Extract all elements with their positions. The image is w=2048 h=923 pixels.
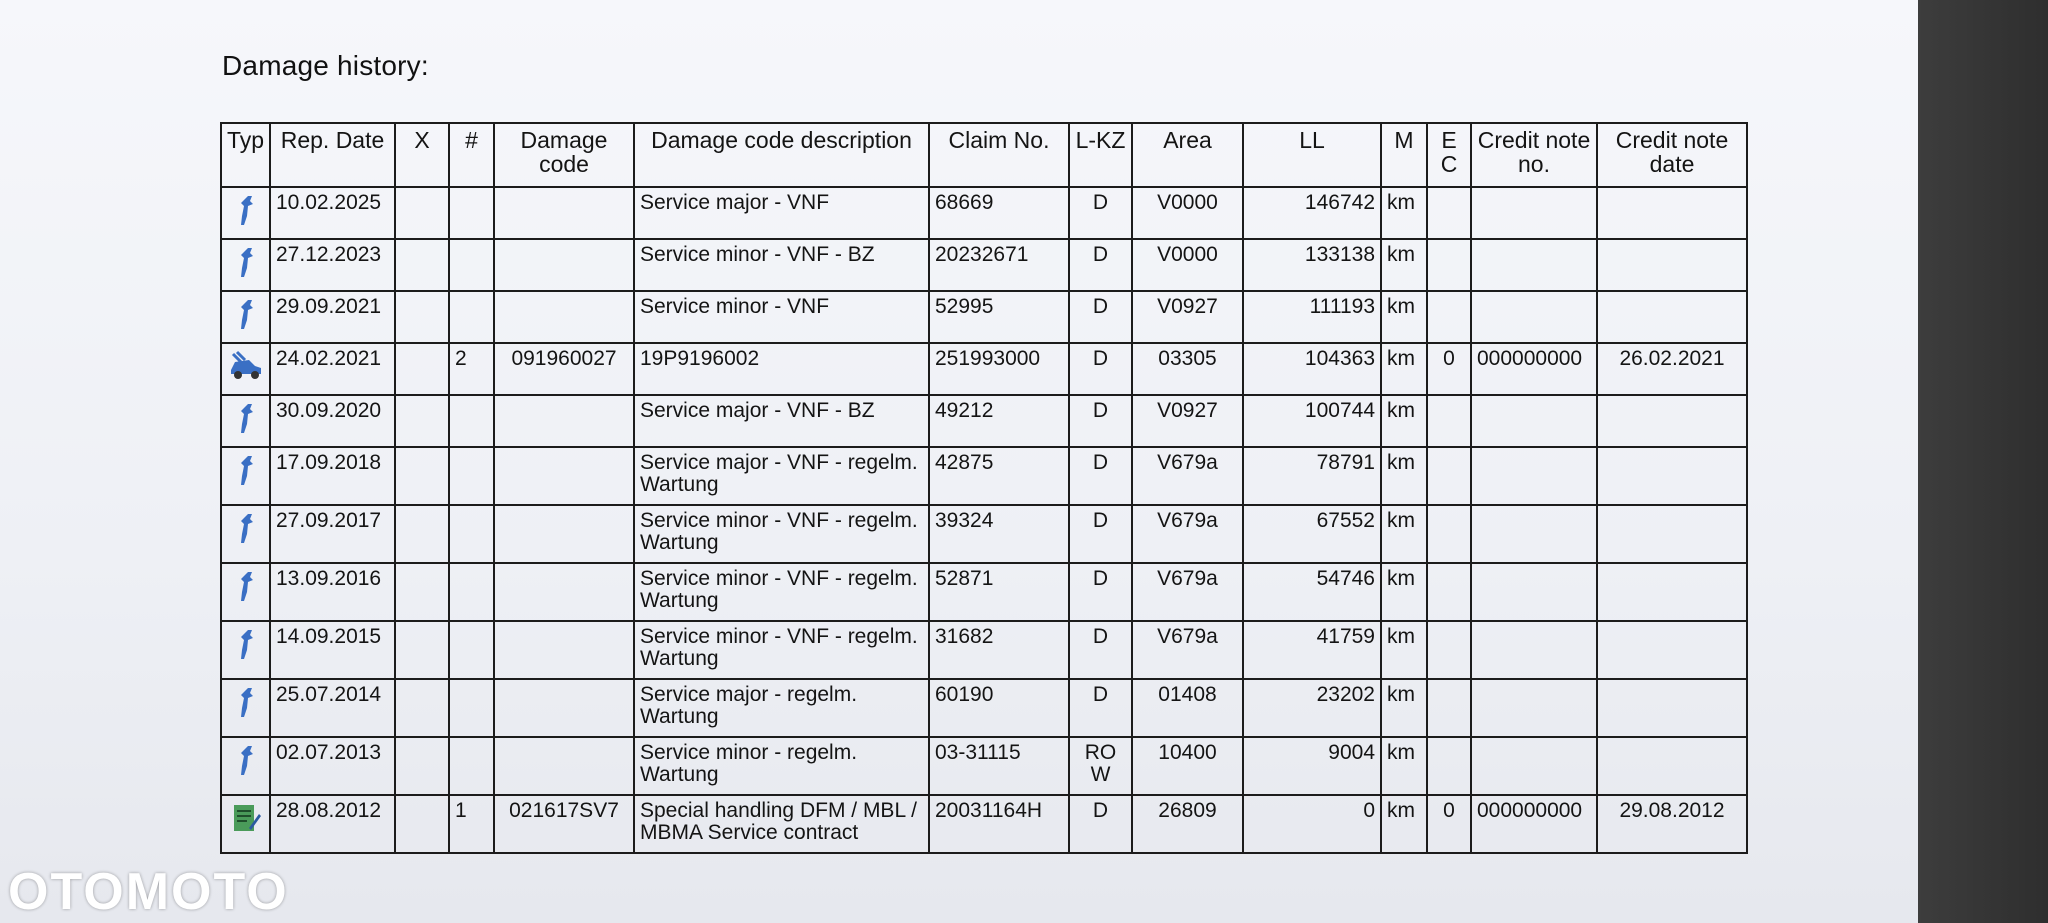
number-cell [449, 291, 494, 343]
header-typ: Typ [221, 123, 270, 187]
ec-cell [1427, 563, 1471, 621]
claim-no-cell: 39324 [929, 505, 1069, 563]
wrench-icon [227, 194, 264, 228]
x-cell [395, 621, 449, 679]
rep-date-cell: 29.09.2021 [270, 291, 395, 343]
area-cell: V0927 [1132, 395, 1243, 447]
damage-code-cell [494, 447, 634, 505]
credit-note-date-cell [1597, 291, 1747, 343]
ll-cell: 111193 [1243, 291, 1381, 343]
credit-note-no-cell [1471, 679, 1597, 737]
rep-date-cell: 30.09.2020 [270, 395, 395, 447]
unit-cell: km [1381, 187, 1427, 239]
ll-cell: 0 [1243, 795, 1381, 853]
ll-cell: 104363 [1243, 343, 1381, 395]
wrench-icon [227, 454, 264, 488]
credit-note-date-cell [1597, 621, 1747, 679]
rep-date-cell: 17.09.2018 [270, 447, 395, 505]
typ-cell [221, 795, 270, 853]
number-cell [449, 505, 494, 563]
unit-cell: km [1381, 795, 1427, 853]
number-cell: 1 [449, 795, 494, 853]
damage-code-cell [494, 187, 634, 239]
credit-note-date-cell [1597, 505, 1747, 563]
damage-history-table [220, 122, 1748, 854]
claim-no-cell: 31682 [929, 621, 1069, 679]
damage-code-cell: 091960027 [494, 343, 634, 395]
unit-cell: km [1381, 563, 1427, 621]
ll-cell: 100744 [1243, 395, 1381, 447]
lkz-cell: D [1069, 563, 1132, 621]
header-rep-date: Rep. Date [270, 123, 395, 187]
area-cell: 10400 [1132, 737, 1243, 795]
page-title: Damage history: [222, 50, 429, 81]
area-cell: 03305 [1132, 343, 1243, 395]
ec-cell [1427, 621, 1471, 679]
background-surface [1918, 0, 2048, 923]
typ-cell [221, 505, 270, 563]
rep-date-cell: 02.07.2013 [270, 737, 395, 795]
number-cell: 2 [449, 343, 494, 395]
number-cell [449, 737, 494, 795]
wrench-icon [227, 744, 264, 778]
header-claim-no: Claim No. [929, 123, 1069, 187]
ec-cell: 0 [1427, 343, 1471, 395]
credit-note-date-cell: 29.08.2012 [1597, 795, 1747, 853]
rep-date-cell: 10.02.2025 [270, 187, 395, 239]
rep-date-cell: 24.02.2021 [270, 343, 395, 395]
unit-cell: km [1381, 291, 1427, 343]
unit-cell: km [1381, 395, 1427, 447]
damage-code-cell [494, 395, 634, 447]
credit-note-no-cell: 000000000 [1471, 343, 1597, 395]
x-cell [395, 187, 449, 239]
x-cell [395, 447, 449, 505]
unit-cell: km [1381, 447, 1427, 505]
credit-note-date-cell [1597, 239, 1747, 291]
description-cell: Service major - VNF - regelm. Wartung [634, 447, 929, 505]
rep-date-cell: 14.09.2015 [270, 621, 395, 679]
rep-date-cell: 27.09.2017 [270, 505, 395, 563]
lkz-cell: D [1069, 239, 1132, 291]
credit-note-date-cell [1597, 187, 1747, 239]
area-cell: V0000 [1132, 187, 1243, 239]
ll-cell: 133138 [1243, 239, 1381, 291]
credit-note-no-cell: 000000000 [1471, 795, 1597, 853]
number-cell [449, 679, 494, 737]
number-cell [449, 447, 494, 505]
number-cell [449, 395, 494, 447]
ll-cell: 67552 [1243, 505, 1381, 563]
description-cell: 19P9196002 [634, 343, 929, 395]
credit-note-no-cell [1471, 737, 1597, 795]
damage-code-cell [494, 621, 634, 679]
area-cell: V679a [1132, 447, 1243, 505]
typ-cell [221, 343, 270, 395]
unit-cell: km [1381, 621, 1427, 679]
description-cell: Service major - regelm. Wartung [634, 679, 929, 737]
ll-cell: 9004 [1243, 737, 1381, 795]
lkz-cell: D [1069, 679, 1132, 737]
header-credit-note-no: Credit note no. [1471, 123, 1597, 187]
lkz-cell: D [1069, 621, 1132, 679]
typ-cell [221, 395, 270, 447]
claim-no-cell: 49212 [929, 395, 1069, 447]
claim-no-cell: 03-31115 [929, 737, 1069, 795]
credit-note-date-cell [1597, 447, 1747, 505]
header-area: Area [1132, 123, 1243, 187]
header-lkz: L-KZ [1069, 123, 1132, 187]
description-cell: Service minor - VNF - regelm. Wartung [634, 563, 929, 621]
ll-cell: 41759 [1243, 621, 1381, 679]
table-row [221, 187, 1747, 239]
table-row [221, 239, 1747, 291]
lkz-cell: D [1069, 343, 1132, 395]
typ-cell [221, 447, 270, 505]
x-cell [395, 239, 449, 291]
credit-note-date-cell [1597, 395, 1747, 447]
x-cell [395, 737, 449, 795]
header-damage-code: Damage code [494, 123, 634, 187]
credit-note-date-cell [1597, 679, 1747, 737]
credit-note-date-cell [1597, 737, 1747, 795]
rep-date-cell: 25.07.2014 [270, 679, 395, 737]
ll-cell: 23202 [1243, 679, 1381, 737]
typ-cell [221, 679, 270, 737]
wrench-icon [227, 512, 264, 546]
x-cell [395, 395, 449, 447]
ec-cell [1427, 395, 1471, 447]
document-edit-icon [227, 802, 264, 834]
credit-note-no-cell [1471, 291, 1597, 343]
credit-note-date-cell: 26.02.2021 [1597, 343, 1747, 395]
ec-cell [1427, 737, 1471, 795]
ec-cell [1427, 291, 1471, 343]
table-row [221, 395, 1747, 447]
table-row [221, 563, 1747, 621]
damage-code-cell: 021617SV7 [494, 795, 634, 853]
unit-cell: km [1381, 737, 1427, 795]
ll-cell: 54746 [1243, 563, 1381, 621]
table-row [221, 621, 1747, 679]
damage-code-cell [494, 239, 634, 291]
x-cell [395, 563, 449, 621]
header-m: M [1381, 123, 1427, 187]
wrench-icon [227, 686, 264, 720]
credit-note-no-cell [1471, 505, 1597, 563]
unit-cell: km [1381, 343, 1427, 395]
claim-no-cell: 20232671 [929, 239, 1069, 291]
typ-cell [221, 621, 270, 679]
ec-cell [1427, 239, 1471, 291]
ec-cell [1427, 679, 1471, 737]
table-row [221, 737, 1747, 795]
lkz-cell: D [1069, 447, 1132, 505]
damage-code-cell [494, 737, 634, 795]
watermark-logo: OTOMOTO [8, 863, 289, 921]
ec-cell [1427, 447, 1471, 505]
credit-note-no-cell [1471, 621, 1597, 679]
area-cell: 01408 [1132, 679, 1243, 737]
x-cell [395, 291, 449, 343]
wrench-icon [227, 246, 264, 280]
header-ll: LL [1243, 123, 1381, 187]
x-cell [395, 795, 449, 853]
lkz-cell: RO W [1069, 737, 1132, 795]
rep-date-cell: 27.12.2023 [270, 239, 395, 291]
ec-cell [1427, 187, 1471, 239]
typ-cell [221, 187, 270, 239]
description-cell: Service minor - VNF - regelm. Wartung [634, 505, 929, 563]
table-row [221, 795, 1747, 853]
area-cell: V0000 [1132, 239, 1243, 291]
wrench-icon [227, 628, 264, 662]
unit-cell: km [1381, 505, 1427, 563]
credit-note-no-cell [1471, 563, 1597, 621]
ll-cell: 146742 [1243, 187, 1381, 239]
description-cell: Service minor - VNF - regelm. Wartung [634, 621, 929, 679]
description-cell: Service major - VNF [634, 187, 929, 239]
credit-note-no-cell [1471, 239, 1597, 291]
description-cell: Service minor - VNF [634, 291, 929, 343]
x-cell [395, 679, 449, 737]
number-cell [449, 621, 494, 679]
ll-cell: 78791 [1243, 447, 1381, 505]
lkz-cell: D [1069, 395, 1132, 447]
ec-cell [1427, 505, 1471, 563]
credit-note-date-cell [1597, 563, 1747, 621]
claim-no-cell: 52871 [929, 563, 1069, 621]
description-cell: Service minor - regelm. Wartung [634, 737, 929, 795]
number-cell [449, 187, 494, 239]
description-cell: Service minor - VNF - BZ [634, 239, 929, 291]
table-row [221, 447, 1747, 505]
typ-cell [221, 291, 270, 343]
rep-date-cell: 28.08.2012 [270, 795, 395, 853]
unit-cell: km [1381, 679, 1427, 737]
header-ec: E C [1427, 123, 1471, 187]
damage-code-cell [494, 563, 634, 621]
claim-no-cell: 68669 [929, 187, 1069, 239]
claim-no-cell: 42875 [929, 447, 1069, 505]
header-row [221, 123, 1747, 187]
area-cell: V679a [1132, 621, 1243, 679]
table-row [221, 505, 1747, 563]
lkz-cell: D [1069, 795, 1132, 853]
wrench-icon [227, 402, 264, 436]
x-cell [395, 343, 449, 395]
unit-cell: km [1381, 239, 1427, 291]
typ-cell [221, 563, 270, 621]
claim-no-cell: 60190 [929, 679, 1069, 737]
claim-no-cell: 251993000 [929, 343, 1069, 395]
number-cell [449, 563, 494, 621]
area-cell: V0927 [1132, 291, 1243, 343]
x-cell [395, 505, 449, 563]
credit-note-no-cell [1471, 187, 1597, 239]
credit-note-no-cell [1471, 447, 1597, 505]
number-cell [449, 239, 494, 291]
lkz-cell: D [1069, 505, 1132, 563]
wrench-icon [227, 570, 264, 604]
table-row [221, 291, 1747, 343]
table-row [221, 679, 1747, 737]
damage-code-cell [494, 291, 634, 343]
description-cell: Service major - VNF - BZ [634, 395, 929, 447]
header-credit-note-date: Credit note date [1597, 123, 1747, 187]
damage-code-cell [494, 505, 634, 563]
header-number: # [449, 123, 494, 187]
area-cell: 26809 [1132, 795, 1243, 853]
car-damage-icon [227, 350, 264, 382]
damage-code-cell [494, 679, 634, 737]
rep-date-cell: 13.09.2016 [270, 563, 395, 621]
table-row [221, 343, 1747, 395]
claim-no-cell: 52995 [929, 291, 1069, 343]
area-cell: V679a [1132, 563, 1243, 621]
wrench-icon [227, 298, 264, 332]
claim-no-cell: 20031164H [929, 795, 1069, 853]
description-cell: Special handling DFM / MBL / MBMA Service contract [634, 795, 929, 853]
typ-cell [221, 239, 270, 291]
typ-cell [221, 737, 270, 795]
header-damage-description: Damage code description [634, 123, 929, 187]
lkz-cell: D [1069, 291, 1132, 343]
area-cell: V679a [1132, 505, 1243, 563]
header-x: X [395, 123, 449, 187]
credit-note-no-cell [1471, 395, 1597, 447]
lkz-cell: D [1069, 187, 1132, 239]
ec-cell: 0 [1427, 795, 1471, 853]
